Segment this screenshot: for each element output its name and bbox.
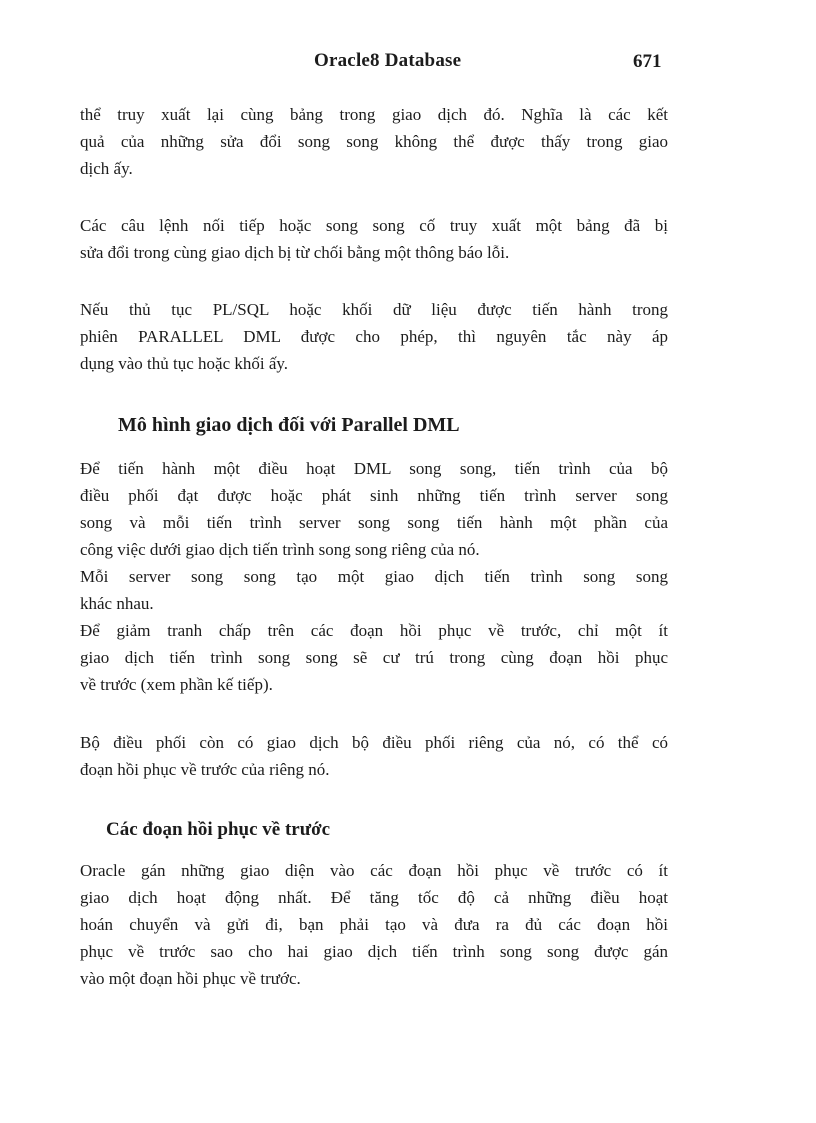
text-line: Nếu thủ tục PL/SQL hoặc khối dữ liệu được tiến hành trong	[80, 300, 668, 319]
text-line: giao dịch hoạt động nhất. Để tăng tốc độ cả những điều hoạt	[80, 888, 668, 907]
text-line: Để giảm tranh chấp trên các đoạn hồi phục về trước, chỉ một ít	[80, 621, 668, 640]
text-line: về trước (xem phần kế tiếp).	[80, 675, 273, 694]
text-line: sửa đổi trong cùng giao dịch bị từ chối bằng một thông báo lỗi.	[80, 243, 510, 262]
paragraph-plsql	[80, 296, 668, 377]
text-line: quả của những sửa đổi song song không thể được thấy trong giao	[80, 132, 668, 151]
text-line: phục về trước sao cho hai giao dịch tiến trình song song được gán	[80, 942, 668, 961]
text-line: phiên PARALLEL DML được cho phép, thì nguyên tắc này áp	[80, 327, 668, 346]
text-line: điều phối đạt được hoặc phát sinh những tiến trình server song	[80, 486, 668, 505]
text-line: Mỗi server song song tạo một giao dịch tiến trình song song	[80, 567, 668, 586]
text-line: song và mỗi tiến trình server song song tiến hành một phần của	[80, 513, 668, 532]
text-line: vào một đoạn hồi phục về trước.	[80, 969, 301, 988]
text-line: khác nhau.	[80, 594, 154, 613]
text-line: Oracle gán những giao diện vào các đoạn hồi phục về trước có ít	[80, 861, 668, 880]
text-line: Bộ điều phối còn có giao dịch bộ điều phối riêng của nó, có thể có	[80, 733, 668, 752]
paragraph-parallel-dml	[80, 455, 668, 698]
paragraph-statements	[80, 212, 668, 266]
section-heading-rollback-segments: Các đoạn hồi phục về trước	[106, 819, 331, 840]
text-line: hoán chuyển và gửi đi, bạn phải tạo và đưa ra đủ các đoạn hồi	[80, 915, 668, 934]
text-line: công việc dưới giao dịch tiến trình song song riêng của nó.	[80, 540, 480, 559]
paragraph-rollback	[80, 857, 668, 992]
text-line: dịch ấy.	[80, 159, 133, 178]
running-head-title: Oracle8 Database	[314, 50, 462, 71]
text-line: dụng vào thủ tục hoặc khối ấy.	[80, 354, 289, 373]
section-heading-transaction-model: Mô hình giao dịch đối với Parallel DML	[118, 414, 460, 436]
text-line: thể truy xuất lại cùng bảng trong giao dịch đó. Nghĩa là các kết	[80, 105, 668, 124]
text-line: Các câu lệnh nối tiếp hoặc song song cố truy xuất một bảng đã bị	[80, 216, 668, 235]
text-line: Để tiến hành một điều hoạt DML song song, tiến trình của bộ	[80, 459, 668, 478]
text-line: giao dịch tiến trình song song sẽ cư trú trong cùng đoạn hồi phục	[80, 648, 668, 667]
paragraph-continuation	[80, 101, 668, 182]
page-number: 671	[633, 51, 662, 72]
paragraph-coordinator	[80, 729, 668, 783]
text-line: đoạn hồi phục về trước của riêng nó.	[80, 760, 330, 779]
